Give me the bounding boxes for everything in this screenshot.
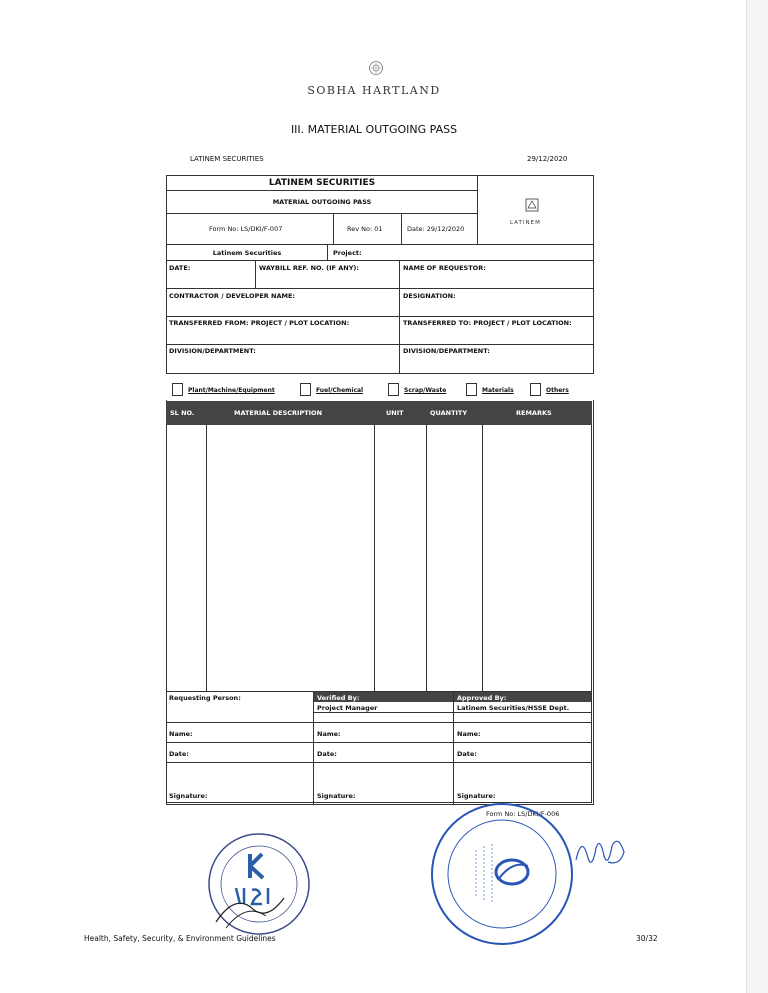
company-line: LATINEM SECURITIES <box>190 155 264 163</box>
field-requestor: NAME OF REQUESTOR: <box>403 264 486 272</box>
rev-no: Rev No: 01 <box>347 225 383 233</box>
project-label: Project: <box>333 249 362 257</box>
form-company: LATINEM SECURITIES <box>268 178 376 188</box>
form-title: MATERIAL OUTGOING PASS <box>272 198 372 206</box>
handwritten-signature-icon <box>572 830 628 876</box>
sobha-logo-icon <box>368 60 384 76</box>
approved-by-label: Approved By: <box>457 694 507 702</box>
verified-by-role: Project Manager <box>317 704 378 712</box>
signature-label-2: Signature: <box>317 792 356 800</box>
field-contractor: CONTRACTOR / DEVELOPER NAME: <box>169 292 296 300</box>
form-date: Date: 29/12/2020 <box>407 225 465 233</box>
checkbox-fuel-label: Fuel/Chemical <box>316 387 364 394</box>
latinem-logo-icon <box>522 196 542 214</box>
material-table-body <box>166 425 592 691</box>
col-unit: UNIT <box>386 409 404 417</box>
checkbox-scrap-label: Scrap/Waste <box>404 387 447 394</box>
client-name: Latinem Securities <box>212 249 282 257</box>
col-quantity: QUANTITY <box>430 409 468 417</box>
col-remarks: REMARKS <box>516 409 552 417</box>
name-label-3: Name: <box>457 730 481 738</box>
checkbox-plant-label: Plant/Machine/Equipment <box>188 387 275 394</box>
latinem-logo-text: LATINEM <box>510 220 541 226</box>
checkbox-materials[interactable] <box>466 383 477 396</box>
ksi-stamp-icon <box>206 832 312 936</box>
requesting-person-label: Requesting Person: <box>169 694 241 702</box>
signature-label-1: Signature: <box>169 792 208 800</box>
name-label-2: Name: <box>317 730 341 738</box>
date-label-3: Date: <box>457 750 477 758</box>
brand-name: SOBHA HARTLAND <box>307 84 441 97</box>
checkbox-scrap[interactable] <box>388 383 399 396</box>
date-label-2: Date: <box>317 750 337 758</box>
section-title: III. MATERIAL OUTGOING PASS <box>290 123 458 136</box>
field-division-left: DIVISION/DEPARTMENT: <box>169 347 256 355</box>
name-label-1: Name: <box>169 730 193 738</box>
checkbox-others-label: Others <box>546 387 569 394</box>
verified-by-label: Verified By: <box>317 694 360 702</box>
page-number: 30/32 <box>636 934 658 943</box>
field-waybill: WAYBILL REF. NO. (IF ANY): <box>259 264 359 272</box>
field-date: DATE: <box>169 264 191 272</box>
checkbox-plant[interactable] <box>172 383 183 396</box>
approved-by-role: Latinem Securities/HSSE Dept. <box>457 704 570 712</box>
col-material-description: MATERIAL DESCRIPTION <box>234 409 323 417</box>
page-edge <box>746 0 768 993</box>
material-table-header <box>166 401 592 425</box>
checkbox-others[interactable] <box>530 383 541 396</box>
signature-label-3: Signature: <box>457 792 496 800</box>
field-designation: DESIGNATION: <box>403 292 456 300</box>
field-transferred-to: TRANSFERRED TO: PROJECT / PLOT LOCATION: <box>403 319 572 327</box>
checkbox-materials-label: Materials <box>482 387 514 394</box>
col-sl-no: SL NO. <box>170 409 195 417</box>
date-label-1: Date: <box>169 750 189 758</box>
field-transferred-from: TRANSFERRED FROM: PROJECT / PLOT LOCATION: <box>169 319 350 327</box>
form-reference: Form No: LS/DKI/F-006 <box>486 810 560 818</box>
form-no: Form No: LS/DKI/F-007 <box>209 225 283 233</box>
footer-title: Health, Safety, Security, & Environment Guidelines <box>84 934 276 943</box>
signature-block <box>166 691 592 803</box>
date-line: 29/12/2020 <box>527 155 568 163</box>
field-division-right: DIVISION/DEPARTMENT: <box>403 347 490 355</box>
building-contracting-stamp-icon <box>428 800 576 948</box>
checkbox-fuel[interactable] <box>300 383 311 396</box>
